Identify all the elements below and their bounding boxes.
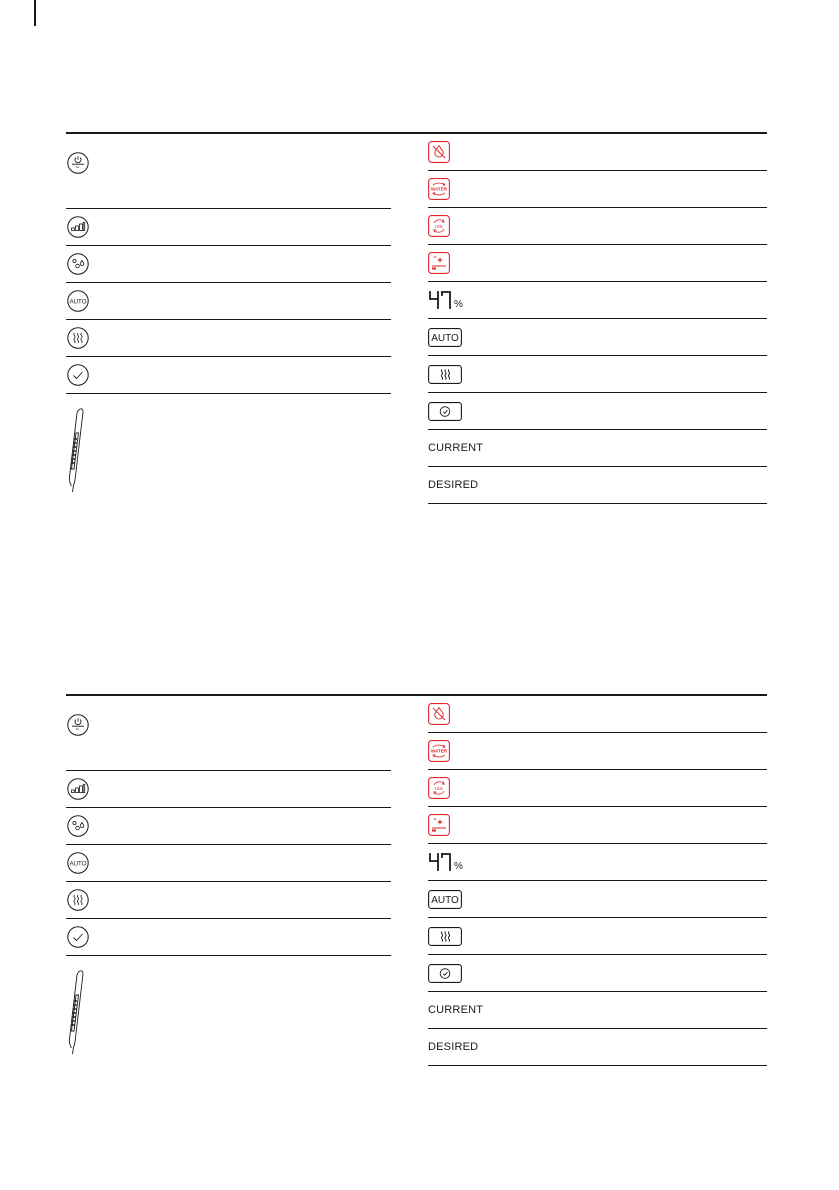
button-column <box>66 134 391 504</box>
cleaning-sparkle-icon <box>428 252 450 274</box>
table-row <box>428 134 767 171</box>
display-column <box>428 696 767 1066</box>
page-corner-mark <box>34 0 36 26</box>
auto-indicator-label: AUTO <box>431 332 459 344</box>
water-label: WATER <box>430 186 448 192</box>
water-refill-icon <box>428 178 450 200</box>
warm-indicator-icon <box>428 927 462 946</box>
no-water-icon <box>428 703 450 725</box>
percent-unit: % <box>454 299 463 310</box>
water-label: WATER <box>430 748 448 754</box>
humidity-readout-icon <box>428 289 468 311</box>
table-row <box>428 208 767 245</box>
display-column <box>428 134 767 504</box>
percent-unit: % <box>454 861 463 872</box>
table-row <box>428 770 767 807</box>
table-row <box>66 357 391 394</box>
table-row <box>428 844 767 881</box>
table-row <box>428 282 767 319</box>
fan-speed-icon <box>67 216 89 238</box>
table-row <box>428 319 767 356</box>
svg-text:3s: 3s <box>75 165 80 170</box>
auto-mode-label: AUTO <box>69 298 87 306</box>
water-refill-icon <box>428 740 450 762</box>
svg-text:3s: 3s <box>75 727 80 732</box>
table-row <box>428 992 767 1029</box>
confirm-check-icon <box>67 364 89 386</box>
humidity-readout-icon <box>428 851 468 873</box>
table-row <box>66 246 391 283</box>
table-row <box>428 881 767 918</box>
iss-cycle-icon <box>428 777 450 799</box>
table-row <box>66 320 391 357</box>
table-row <box>66 696 391 771</box>
confirm-check-icon <box>67 926 89 948</box>
fan-speed-icon <box>67 778 89 800</box>
iss-label: ISS <box>435 224 443 230</box>
current-label: CURRENT <box>428 442 484 454</box>
table-row <box>428 356 767 393</box>
auto-indicator-label: AUTO <box>431 894 459 906</box>
table-row <box>428 696 767 733</box>
no-water-icon <box>428 141 450 163</box>
table-row <box>66 209 391 246</box>
auto-mode-label: AUTO <box>69 860 87 868</box>
table-row <box>66 808 391 845</box>
auto-mode-icon <box>67 290 89 312</box>
control-panel-table-1 <box>66 132 767 502</box>
auto-mode-icon <box>67 852 89 874</box>
table-row <box>428 171 767 208</box>
table-row <box>428 918 767 955</box>
table-row <box>66 882 391 919</box>
iss-label: ISS <box>435 786 443 792</box>
table-row <box>428 955 767 992</box>
warm-mist-icon <box>67 327 89 349</box>
power-button-icon <box>67 714 89 736</box>
iss-cycle-icon <box>428 215 450 237</box>
handheld-tool-icon <box>66 968 88 1058</box>
table-row <box>428 807 767 844</box>
timer-indicator-icon <box>428 964 462 983</box>
control-panel-table-2 <box>66 694 767 1064</box>
power-button-icon <box>67 152 89 174</box>
table-row <box>428 467 767 504</box>
desired-label: DESIRED <box>428 1041 479 1053</box>
table-row <box>428 733 767 770</box>
button-column <box>66 696 391 1066</box>
table-row <box>66 771 391 808</box>
table-row <box>428 245 767 282</box>
auto-indicator-icon <box>428 890 462 909</box>
table-row <box>66 283 391 320</box>
warm-mist-icon <box>67 889 89 911</box>
cleaning-sparkle-icon <box>428 814 450 836</box>
humidity-drops-icon <box>67 253 89 275</box>
warm-indicator-icon <box>428 365 462 384</box>
table-row <box>428 430 767 467</box>
table-row <box>428 1029 767 1066</box>
table-row <box>66 394 391 504</box>
timer-indicator-icon <box>428 402 462 421</box>
current-label: CURRENT <box>428 1004 484 1016</box>
table-row <box>66 134 391 209</box>
desired-label: DESIRED <box>428 479 479 491</box>
table-row <box>66 919 391 956</box>
table-row <box>66 956 391 1066</box>
handheld-tool-icon <box>66 406 88 496</box>
auto-indicator-icon <box>428 328 462 347</box>
table-row <box>428 393 767 430</box>
humidity-drops-icon <box>67 815 89 837</box>
table-row <box>66 845 391 882</box>
